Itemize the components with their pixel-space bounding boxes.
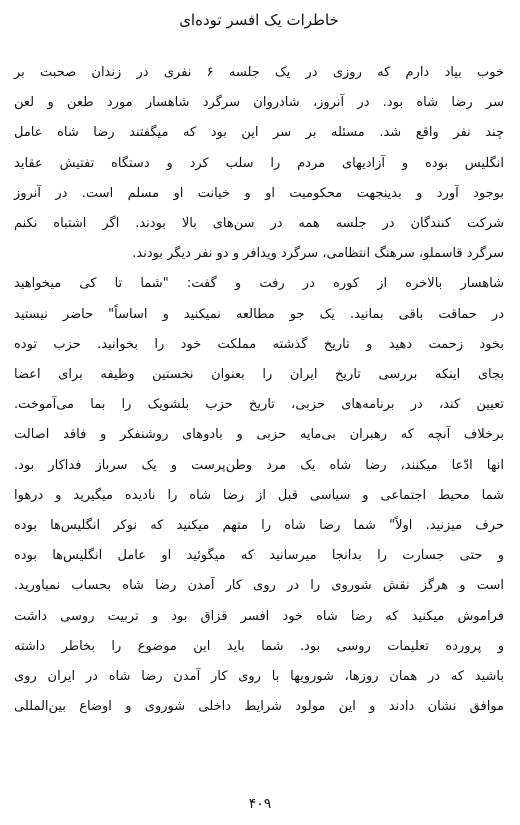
text-line-10: بخود زحمت دهید و تاریخ گذشته مملکت خود را بخوانید. حزب توده: [14, 336, 504, 352]
page-number: ۴۰۹: [248, 796, 272, 812]
text-line-16: حرف میزنید. اولاً" شما رضا شاه را متهم میکنید که نوکر انگلیس‌ها بوده: [14, 518, 504, 534]
text-line-21: باشید که در همان روزها، شورویها با روی کار آمدن رضا شاه در ایران روی: [14, 669, 504, 685]
text-line-19: فراموش میکنید که رضا شاه خود افسر قزاق بود و تربیت روسی داشت: [14, 608, 504, 624]
text-line-17: و حتی جسارت را بدانجا میرسانید که میگوئید او عامل انگلیس‌ها بوده: [14, 548, 504, 564]
text-line-6: شرکت کنندگان در جلسه همه در سن‌های بالا بودند. اگر اشتباه نکنم: [14, 216, 504, 232]
page-header-title: خاطرات یک افسر توده‌ای: [179, 11, 339, 29]
text-line-9: در حماقت باقی بمانید. یک جو مطالعه نمیکنید و اساساً" حاضر نیستید: [14, 306, 504, 322]
text-line-13: برخلاف آنچه که رهبران بی‌مایه حزبی و بادوهای روشنفکر و فاقد اصالت: [14, 427, 504, 443]
text-line-4: انگلیس بوده و آزادیهای مردم را سلب کرد و دستگاه تفتیش عقاید: [14, 155, 504, 171]
text-line-20: و پرورده تعلیمات روسی بود. شما باید این موضوع را بخاطر داشته: [14, 638, 504, 654]
text-line-12: تعیین کند، در برنامه‌های حزبی، تاریخ حزب بلشویک را بما می‌آموخت.: [14, 397, 504, 413]
text-line-5: بوجود آورد و بدینجهت محکومیت او و خیانت او مسلم است. در آنروز: [14, 185, 504, 201]
text-line-14: انها ادّعا میکنند، رضا شاه یک مرد وطن‌پرست و یک سرباز فداکار بود.: [14, 457, 504, 473]
text-line-11: بجای اینکه بررسی تاریخ ایران را بعنوان نخستین وظیفه برای اعضا: [14, 367, 504, 383]
text-line-22: موافق نشان دادند و این مولود شرایط داخلی شوروی و اوضاع بین‌المللی: [14, 699, 504, 715]
text-line-15: شما محیط اجتماعی و سیاسی قبل از رضا شاه را نادیده میگیرید و درهوا: [14, 487, 504, 503]
text-line-7: سرگرد قاسملو، سرهنگ انتظامی، سرگرد ویدافر و دو نفر دیگر بودند.: [132, 246, 504, 262]
text-line-3: چند نفر واقع شد. مسئله بر سر این بود که میگفتند رضا شاه عامل: [14, 125, 504, 141]
text-line-2: سر رضا شاه بود. در آنروز، شادروان سرگرد شاهسار مورد طعن و لعن: [14, 95, 504, 111]
text-line-8: شاهسار بالاخره از کوره در رفت و گفت: "شما تا کی میخواهید: [14, 276, 504, 292]
text-line-1: خوب بیاد دارم که روزی در یک جلسه ۶ نفری در زندان صحبت بر: [14, 65, 505, 80]
page-body: [14, 58, 504, 722]
text-line-18: است و هرگز نقش شوروی را در روی کار آمدن رضا شاه بحساب نمیاورید.: [14, 578, 504, 594]
